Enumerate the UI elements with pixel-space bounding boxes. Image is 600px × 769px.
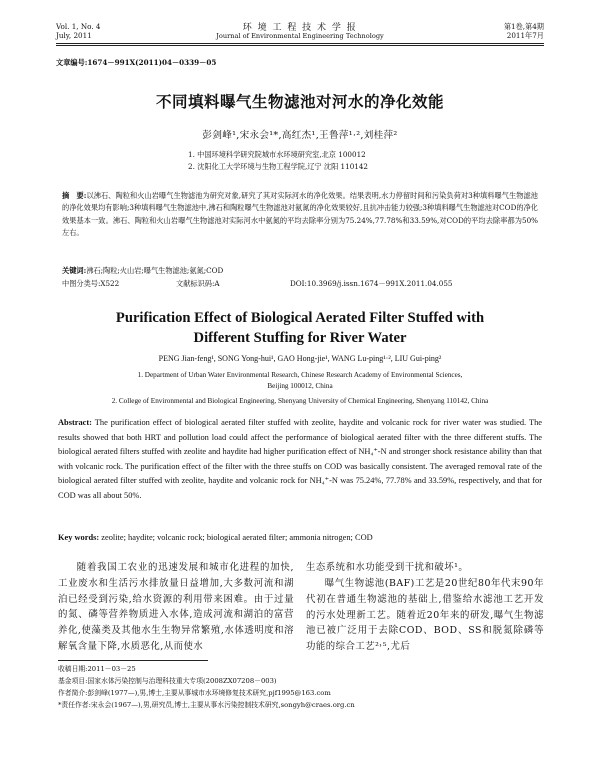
keywords-cn bbox=[62, 265, 538, 277]
affiliation-cn-1: 1. 中国环境科学研究院城市水环境研究室,北京 100012 bbox=[188, 150, 366, 159]
header-rule bbox=[56, 43, 544, 44]
footnote-author: 作者简介:彭剑峰(1977—),男,博士,主要从事城市水环境修复技术研究,pjf1995@163.com bbox=[58, 689, 331, 697]
footnote-fund: 基金项目:国家水体污染控制与治理科技重大专项(2008ZX07208－003) bbox=[58, 677, 277, 685]
journal-name-cn: 环 境 工 程 技 术 学 报 bbox=[242, 23, 358, 33]
affiliation-en-2: 2. College of Environmental and Biological Engineering, Shenyang University of Chemical Engineering, Shenyang 110142, China bbox=[111, 397, 489, 405]
abstract-cn-label: 摘 要: bbox=[62, 191, 87, 200]
body-column-2-p2: 曝气生物滤池(BAF)工艺是20世纪80年代末90年代初在普通生物滤池的基础上,借鉴给水滤池工艺开发的污水处理新工艺。随着近20年来的研发,曝气生物滤池已被广泛用于去除COD、BOD、SS和脱氮除磷等功能的综合工艺²˒⁵,尤后 bbox=[306, 578, 544, 653]
header-date: July, 2011 bbox=[56, 31, 92, 40]
header-rule-2 bbox=[56, 45, 544, 46]
doi: DOI:10.3969/j.issn.1674－991X.2011.04.055 bbox=[290, 279, 453, 288]
keywords-en-text: zeolite; haydite; volcanic rock; biological aerated filter; ammonia nitrogen; COD bbox=[101, 533, 373, 542]
doc-code: 文献标识码:A bbox=[176, 279, 220, 288]
title-cn: 不同填料曝气生物滤池对河水的净化效能 bbox=[155, 93, 444, 111]
affiliation-cn-2: 2. 沈阳化工大学环境与生物工程学院,辽宁 沈阳 110142 bbox=[188, 162, 368, 171]
title-en-line2: Different Stuffing for River Water bbox=[193, 330, 407, 346]
authors-en: PENG Jian-feng¹, SONG Yong-hui¹, GAO Hong-jie¹, WANG Lu-ping¹·², LIU Gui-ping² bbox=[158, 354, 442, 363]
affiliation-en-1b: Beijing 100012, China bbox=[267, 382, 333, 390]
clc-number: 中图分类号:X522 bbox=[62, 279, 120, 288]
abstract-en-text: The purification effect of biological aerated filter stuffed with zeolite, haydite and volcanic rock for river water was studied. The results showed that both HRT and pollution load could affect the performance of biological aerated filter with the three different stuffs. The biological aerated filters stuffed with zeolite and haydite had higher purification effect of NH₄⁺-N and stronger shock resistance ability than that with volcanic rock. The purification effect of the filter with the three stuffs on COD was basically consistent. The averaged removal rate of the biological aerated filter stuffed with zeolite, haydite and volcanic rock for NH₄⁺-N was 75.24%, 77.78% and 33.59%, respectively, and that for COD was all about 50%. bbox=[58, 418, 542, 500]
header-issue-cn: 第1卷,第4期 bbox=[503, 22, 544, 31]
keywords-cn-text: 沸石;陶粒;火山岩;曝气生物滤池;氨氮;COD bbox=[86, 266, 224, 275]
abstract-en-label: Abstract: bbox=[58, 418, 92, 427]
footnote-corresponding: *责任作者:宋永会(1967—),男,研究员,博士,主要从事水污染控制技术研究,songyh@craes.org.cn bbox=[58, 701, 355, 709]
abstract-cn bbox=[62, 190, 538, 239]
authors-cn: 彭剑峰¹,宋永会¹*,高红杰¹,王鲁萍¹·²,刘桂萍² bbox=[202, 130, 398, 141]
body-column-2-p1: 生态系统和水功能受到干扰和破坏¹。 bbox=[306, 562, 469, 573]
body-column-1: 随着我国工农业的迅速发展和城市化进程的加快,工业废水和生活污水排放量日益增加,大多数河流和湖泊已经受到污染,给水资源的利用带来困难。由于过量的氮、磷等营养物质进入水体,造成河流和湖泊的富营养化,使藻类及其他水生生物异常繁殖,水体透明度和溶解氧含量下降,水质恶化,从而使水 bbox=[58, 562, 294, 652]
abstract-en bbox=[58, 416, 542, 504]
abstract-cn-text: 以沸石、陶粒和火山岩曝气生物滤池为研究对象,研究了其对实际河水的净化效果。结果表明,水力停留时间和污染负荷对3种填料曝气生物滤池的净化效果均有影响;3种填料曝气生物滤池中,沸石和陶粒曝气生物滤池对氨氮的净化效果较好,且抗冲击能力较强;3种填料曝气生物滤池对COD的净化效果基本一致。沸石、陶粒和火山岩曝气生物滤池对实际河水中氨氮的平均去除率分别为75.24%,77.78%和33.59%,对COD的平均去除率都为50%左右。 bbox=[62, 191, 538, 237]
header-volume: Vol. 1, No. 4 bbox=[56, 22, 101, 31]
affiliation-en-1: 1. Department of Urban Water Environmental Research, Chinese Research Academy of Environmental Sciences, bbox=[137, 371, 463, 379]
journal-name-en: Journal of Environmental Engineering Technology bbox=[216, 32, 384, 40]
title-en-line1: Purification Effect of Biological Aerated Filter Stuffed with bbox=[115, 310, 485, 326]
keywords-en bbox=[58, 531, 542, 546]
footnote-received: 收稿日期:2011－03－25 bbox=[58, 665, 136, 673]
keywords-cn-label: 关键词: bbox=[62, 266, 87, 275]
keywords-en-label: Key words: bbox=[58, 533, 100, 542]
header-date-cn: 2011年7月 bbox=[506, 31, 544, 40]
article-number: 文章编号:1674－991X(2011)04－0339－05 bbox=[56, 58, 217, 67]
footnote-rule bbox=[58, 660, 208, 661]
